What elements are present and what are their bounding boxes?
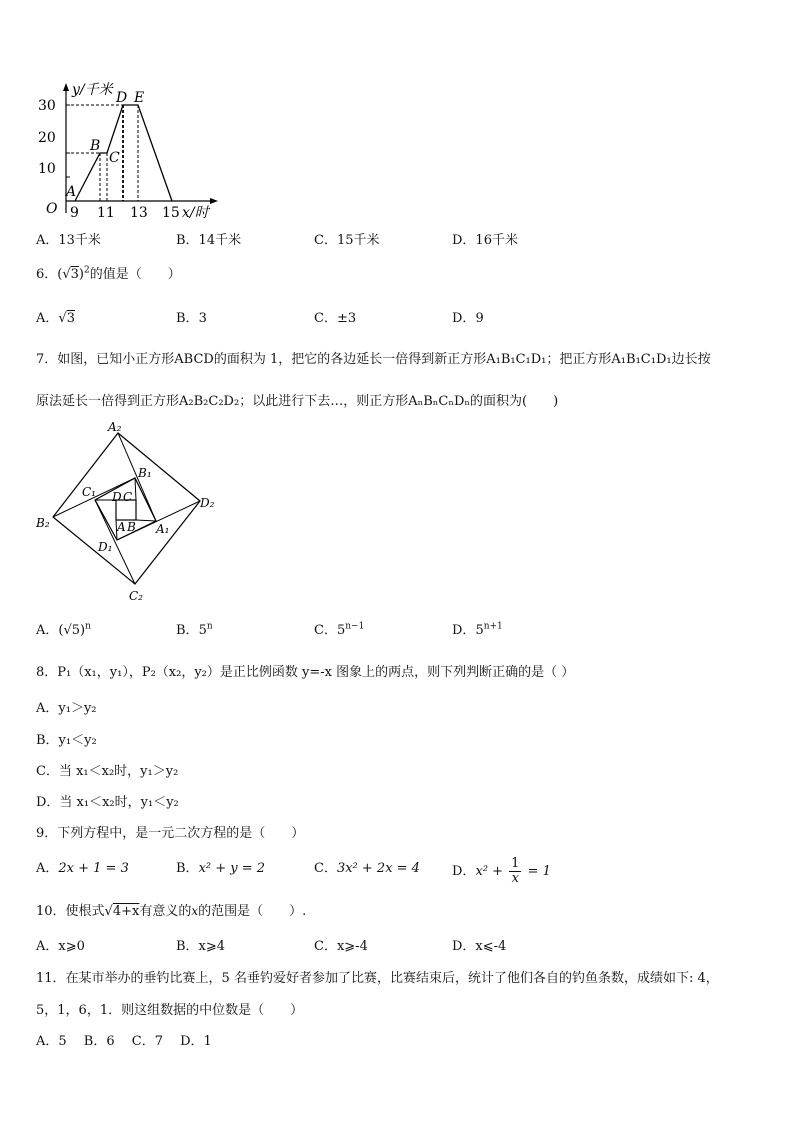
x-tick-11: 11 (97, 205, 115, 220)
q5-option-b[interactable]: B．14千米 (176, 233, 242, 248)
q6-option-d[interactable]: D．9 (452, 311, 484, 326)
q7-option-a[interactable]: A．$(√5)^n$ (36, 621, 91, 638)
label-b1: B₁ (138, 466, 152, 480)
q5-option-a[interactable]: A．13千米 (36, 233, 101, 248)
q9-stem: 9．下列方程中，是一元二次方程的是（ ） (36, 826, 305, 841)
q7-option-d[interactable]: D．$5^{n+1}$ (452, 621, 503, 638)
label-c1: C₁ (82, 485, 96, 499)
x-axis-label: x/时 (182, 205, 209, 220)
q7-stem-line1: 7．如图，已知小正方形ABCD的面积为 1，把它的各边延长一倍得到新正方形A₁B₁C₁D₁；把正方形A₁B₁C₁D₁边长按 (36, 352, 711, 367)
q8-stem: 8．P₁（x₁，y₁），P₂（x₂，y₂）是正比例函数 y=-x 图象上的两点，则下列判断正确的是（ ） (36, 665, 575, 680)
q10-option-c[interactable]: C．x⩾-4 (314, 939, 368, 954)
point-c-label: C (109, 150, 120, 166)
q8-option-d[interactable]: D．当 x₁＜x₂时，y₁＜y₂ (36, 795, 179, 810)
label-c: C (123, 490, 133, 504)
q9-option-a[interactable]: A．2x + 1 = 3 (36, 861, 129, 876)
point-e-label: E (134, 90, 145, 106)
q10-radicand: 4+x (112, 904, 140, 919)
q9-fraction: $\frac{1}{x}$ (511, 856, 520, 886)
q6-option-c[interactable]: C．±3 (314, 311, 357, 326)
y-tick-20: 20 (38, 130, 56, 146)
y-tick-30: 30 (38, 98, 56, 114)
x-tick-13: 13 (130, 205, 148, 220)
label-a: A (117, 520, 126, 534)
label-b2: B₂ (36, 516, 50, 530)
q11-stem-line2: 5，1，6，1．则这组数据的中位数是（ ） (36, 1003, 304, 1018)
q8-option-c[interactable]: C．当 x₁＜x₂时，y₁＞y₂ (36, 764, 179, 779)
point-b-label: B (90, 138, 101, 154)
x-tick-15: 15 (162, 205, 180, 220)
q9-option-c[interactable]: C．3x² + 2x = 4 (314, 861, 420, 876)
y-tick-10: 10 (38, 161, 56, 177)
x-tick-9: 9 (70, 205, 79, 220)
q9-option-d[interactable]: D．x² + $\frac{1}{x}$ = 1 (452, 856, 551, 886)
q11-options[interactable]: A．5 B．6 C．7 D．1 (36, 1034, 212, 1049)
label-a2: A₂ (108, 420, 122, 434)
q5-option-c[interactable]: C．15千米 (314, 233, 380, 248)
q5-graph (30, 80, 230, 220)
q9-options (36, 856, 756, 886)
q6-stem: 6．$(√3)^2$的值是（ ） (36, 265, 181, 282)
label-d: D (112, 490, 122, 504)
q7-option-b[interactable]: B．5$^n$ (176, 621, 213, 638)
q6-options (36, 307, 756, 327)
q10-option-b[interactable]: B．x⩾4 (176, 939, 226, 954)
q7-stem-line2: 原法延长一倍得到正方形A₂B₂C₂D₂；以此进行下去…，则正方形AₙBₙCₙDₙ的面积为( ) (36, 394, 559, 409)
y-axis-label: y/千米 (72, 82, 113, 98)
label-d2: D₂ (200, 496, 215, 510)
point-d-label: D (116, 90, 128, 106)
q7-option-c[interactable]: C．$5^{n-1}$ (314, 621, 365, 638)
label-a1: A₁ (156, 522, 170, 536)
q7-options (36, 619, 756, 639)
q5-option-d[interactable]: D．16千米 (452, 233, 518, 248)
q8-option-b[interactable]: B．y₁＜y₂ (36, 733, 97, 748)
q7-figure (34, 418, 224, 606)
q6-option-b[interactable]: B．3 (176, 311, 207, 326)
origin-label: O (46, 201, 58, 217)
q6-option-a[interactable]: A．√3 (36, 311, 75, 326)
label-c2: C₂ (129, 589, 143, 603)
label-d1: D₁ (98, 540, 113, 554)
q10-option-a[interactable]: A．x⩾0 (36, 939, 85, 954)
label-b: B (127, 520, 136, 534)
q9-option-b[interactable]: B．x² + y = 2 (176, 861, 266, 876)
q10-options (36, 935, 756, 955)
q8-option-a[interactable]: A．y₁＞y₂ (36, 701, 97, 716)
q10-option-d[interactable]: D．x⩽-4 (452, 939, 507, 954)
q6-expression: $(√3)^2$ (57, 265, 90, 282)
q10-stem: 10．使根式√4+x有意义的x的范围是（ ）. (36, 904, 307, 919)
q11-stem-line1: 11．在某市举办的垂钓比赛上，5 名垂钓爱好者参加了比赛，比赛结束后，统计了他们各自的钓鱼条数，成绩如下: 4， (36, 971, 719, 986)
point-a-label: A (66, 184, 77, 200)
q5-options (36, 229, 756, 249)
